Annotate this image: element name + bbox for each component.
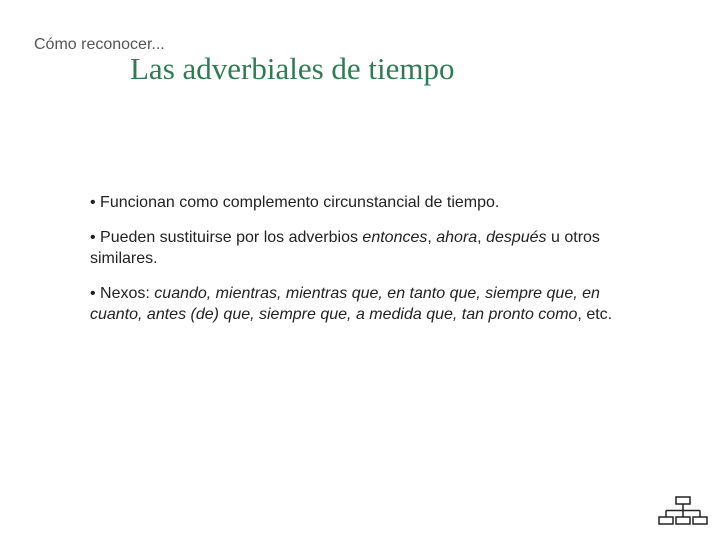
- bullet-item-2: [90, 227, 620, 269]
- bullet-2-sep-2: ,: [477, 229, 487, 246]
- sitemap-icon[interactable]: [657, 496, 709, 526]
- bullet-2-suffix: u otros similares.: [90, 229, 600, 267]
- bullet-item-3: [90, 283, 620, 325]
- bullet-item-1: [90, 192, 620, 213]
- bullet-2-sep-1: ,: [427, 229, 437, 246]
- bullet-3-nexos-list: cuando, mientras, mientras que, en tanto que, siempre que, en cuanto, antes (de) que, siempre que, a medida que, tan pronto como: [90, 285, 600, 323]
- bullet-list: [90, 192, 620, 339]
- bullet-2-em-despues: después: [486, 229, 547, 246]
- slide-kicker: Cómo reconocer...: [34, 36, 165, 53]
- bullet-2-em-ahora: ahora: [436, 229, 478, 246]
- bullet-3-prefix: • Nexos:: [90, 285, 155, 302]
- bullet-2-em-entonces: entonces: [362, 229, 428, 246]
- slide-title: Las adverbiales de tiempo: [130, 51, 455, 86]
- bullet-3-suffix: , etc.: [577, 306, 613, 323]
- bullet-1-text: • Funcionan como complemento circunstancial de tiempo.: [90, 194, 500, 211]
- bullet-2-prefix: • Pueden sustituirse por los adverbios: [90, 229, 363, 246]
